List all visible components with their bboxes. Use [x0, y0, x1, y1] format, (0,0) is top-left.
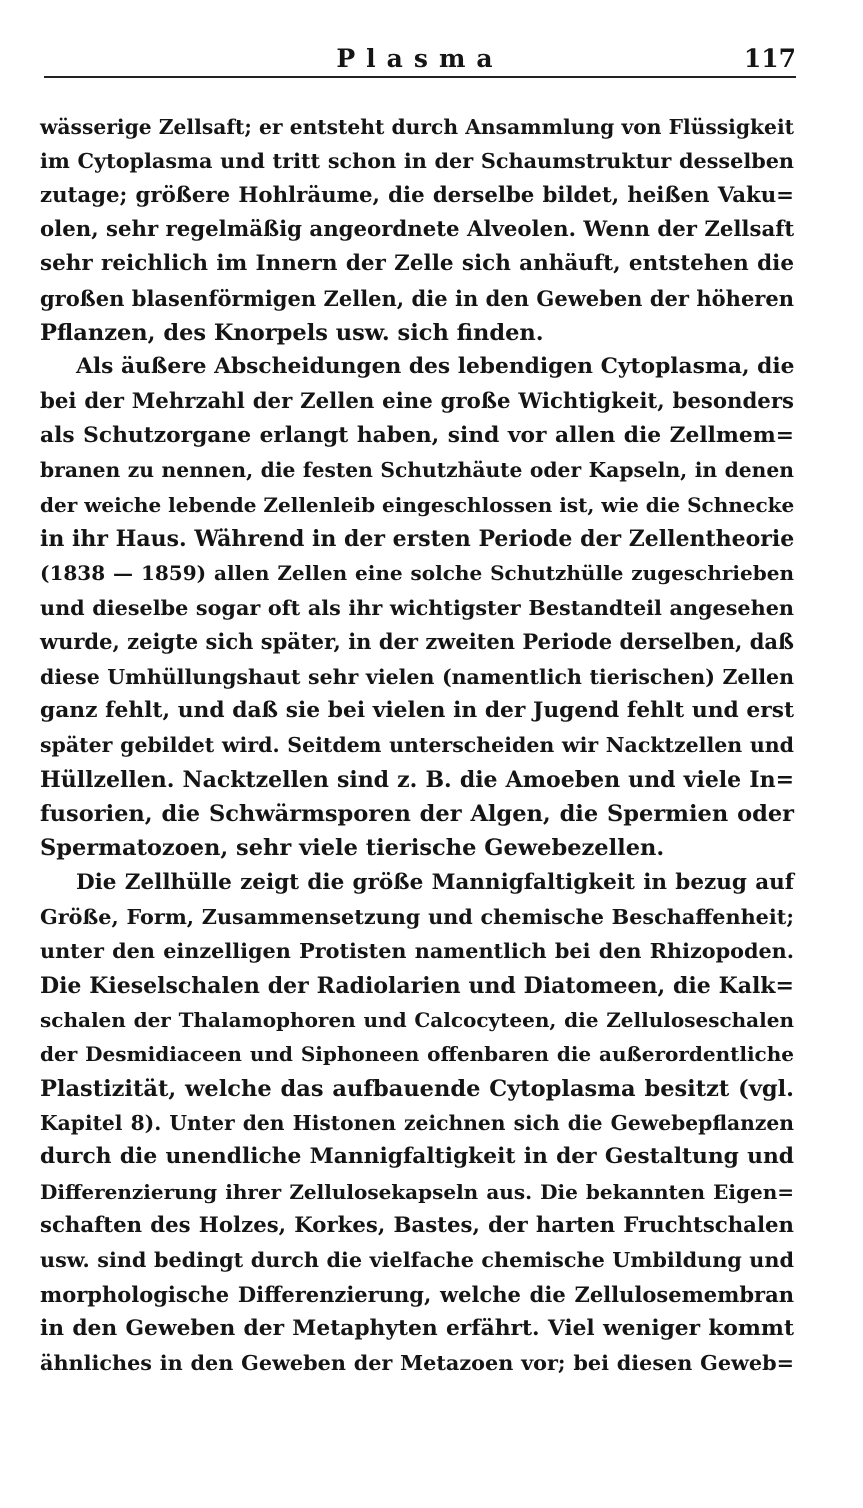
text-line: zutage; größere Hohlräume, die derselbe bildet, heißen Vaku= [40, 182, 794, 208]
text-line: schalen der Thalamophoren und Calcocyteen, die Zelluloseschalen [40, 1007, 794, 1032]
text-line: Pflanzen, des Knorpels usw. sich finden. [40, 320, 544, 347]
text-line: usw. sind bedingt durch die vielfache chemische Umbildung und [40, 1248, 794, 1273]
text-line: fusorien, die Schwärmsporen der Algen, die Spermien oder [40, 800, 794, 827]
paragraph-3 [40, 866, 794, 1381]
body-text [40, 110, 794, 1381]
text-line: der weiche lebende Zellenleib eingeschlossen ist, wie die Schnecke [40, 492, 795, 517]
text-line: diese Umhüllungshaut sehr vielen (namentlich tierischen) Zellen [40, 664, 794, 689]
text-line: morphologische Differenzierung, welche die Zellulosemembran [40, 1281, 794, 1307]
text-line: im Cytoplasma und tritt schon in der Schaumstruktur desselben [40, 149, 794, 174]
text-line: ganz fehlt, und daß sie bei vielen in der Jugend fehlt und erst [40, 697, 794, 723]
text-line: Als äußere Abscheidungen des lebendigen Cytoplasma, die [76, 354, 795, 380]
text-line: bei der Mehrzahl der Zellen eine große Wichtigkeit, besonders [40, 388, 794, 414]
text-line: wurde, zeigte sich später, in der zweiten Periode derselben, daß [40, 629, 794, 655]
header-rule [44, 76, 796, 78]
text-line: unter den einzelligen Protisten namentlich bei den Rhizopoden. [40, 939, 794, 964]
text-line: olen, sehr regelmäßig angeordnete Alveolen. Wenn der Zellsaft [40, 217, 795, 243]
text-line: Spermatozoen, sehr viele tierische Gewebezellen. [40, 835, 665, 862]
text-line: durch die unendliche Mannigfaltigkeit in der Gestaltung und [40, 1144, 794, 1170]
text-line: Plastizität, welche das aufbauende Cytoplasma besitzt (vgl. [40, 1075, 794, 1102]
running-head-title: Plasma [336, 44, 504, 73]
text-line: Die Zellhülle zeigt die größe Mannigfaltigkeit in bezug auf [76, 869, 794, 895]
text-line: branen zu nennen, die festen Schutzhäute oder Kapseln, in denen [40, 458, 794, 483]
text-line: (1838 — 1859) allen Zellen eine solche Schutzhülle zugeschrieben [40, 561, 794, 586]
running-head [44, 40, 796, 76]
text-line: in ihr Haus. Während in der ersten Periode der Zellentheorie [40, 526, 795, 553]
text-line: großen blasenförmigen Zellen, die in den Geweben der höheren [40, 285, 794, 311]
paragraph-1 [40, 110, 794, 350]
text-line: sehr reichlich im Innern der Zelle sich anhäuft, entstehen die [40, 251, 794, 277]
text-line: Kapitel 8). Unter den Histonen zeichnen sich die Gewebepflanzen [40, 1110, 794, 1135]
text-line: der Desmidiaceen und Siphoneen offenbaren die außerordentliche [40, 1042, 794, 1067]
text-line: später gebildet wird. Seitdem unterscheiden wir Nacktzellen und [40, 733, 794, 758]
text-line: Differenzierung ihrer Zellulosekapseln aus. Die bekannten Eigen= [40, 1179, 794, 1204]
text-line: wässerige Zellsaft; er entsteht durch Ansammlung von Flüssigkeit [40, 115, 794, 139]
text-line: ähnliches in den Geweben der Metazoen vor; bei diesen Geweb= [40, 1351, 794, 1376]
text-line: und dieselbe sogar oft als ihr wichtigster Bestandteil angesehen [40, 595, 794, 620]
paragraph-2 [40, 350, 794, 865]
text-line: Hüllzellen. Nacktzellen sind z. B. die Amoeben und viele In= [40, 766, 794, 793]
text-line: Die Kieselschalen der Radiolarien und Diatomeen, die Kalk= [40, 972, 794, 999]
text-line: als Schutzorgane erlangt haben, sind vor allen die Zellmem= [40, 423, 794, 449]
text-line: schaften des Holzes, Korkes, Bastes, der harten Fruchtschalen [40, 1213, 794, 1238]
text-line: Größe, Form, Zusammensetzung und chemische Beschaffenheit; [40, 904, 794, 929]
page-number: 117 [743, 44, 796, 73]
text-line: in den Geweben der Metaphyten erfährt. Viel weniger kommt [40, 1316, 794, 1342]
